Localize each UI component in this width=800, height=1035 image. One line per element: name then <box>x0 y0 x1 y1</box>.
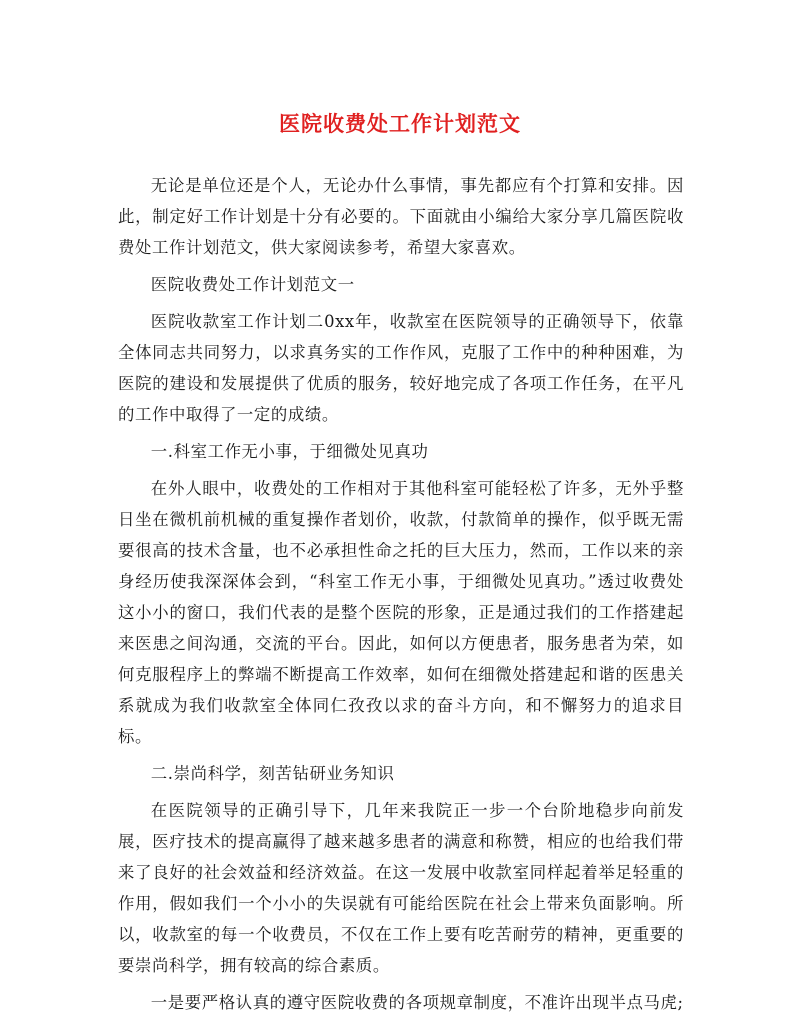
section-heading-sample-one: 医院收费处工作计划范文一 <box>150 275 355 294</box>
section-heading-point-two: 二.崇尚科学，刻苦钻研业务知识 <box>150 764 395 783</box>
intro-paragraph: 无论是单位还是个人，无论办什么事情，事先都应有个打算和安排。因此，制定好工作计划是十分有必要的。下面就由小编给大家分享几篇医院收费处工作计划范文，供大家阅读参考，希望大家喜欢。 <box>118 176 684 257</box>
section-heading-point-one: 一.科室工作无小事，于细微处见真功 <box>150 442 429 461</box>
body-paragraph: 在外人眼中，收费处的工作相对于其他科室可能轻松了许多，无外乎整日坐在微机前机械的重复操作者划价，收款，付款简单的操作，似乎既无需要很高的技术含量，也不必承担性命之托的巨大压力，然而，工作以来的亲身经历使我深深体会到，“科室工作无小事，于细微处见真功。”透过收费处这小小的窗口，我们代表的是整个医院的形象，正是通过我们的工作搭建起来医患之间沟通，交流的平台。因此，如何以方便患者，服务患者为荣，如何克服程序上的弊端不断提高工作效率，如何在细微处搭建起和谐的医患关系就成为我们收款室全体同仁孜孜以求的奋斗方向，和不懈努力的追求目标。 <box>118 479 684 746</box>
document-body <box>118 170 684 1024</box>
body-paragraph: 一是要严格认真的遵守医院收费的各项规章制度，不准许出现半点马虎; <box>150 993 684 1012</box>
document-title: 医院收费处工作计划范文 <box>279 111 521 136</box>
body-paragraph: 医院收款室工作计划二0xx年，收款室在医院领导的正确领导下，依靠全体同志共同努力，以求真务实的工作作风，克服了工作中的种种困难，为医院的建设和发展提供了优质的服务，较好地完成了各项工作任务，在平凡的工作中取得了一定的成绩。 <box>118 312 684 424</box>
body-paragraph: 在医院领导的正确引导下，几年来我院正一步一个台阶地稳步向前发展，医疗技术的提高赢得了越来越多患者的满意和称赞，相应的也给我们带来了良好的社会效益和经济效益。在这一发展中收款室同样起着举足轻重的作用，假如我们一个小小的失误就有可能给医院在社会上带来负面影响。所以，收款室的每一个收费员，不仅在工作上要有吃苦耐劳的精神，更重要的要崇尚科学，拥有较高的综合素质。 <box>118 801 684 975</box>
